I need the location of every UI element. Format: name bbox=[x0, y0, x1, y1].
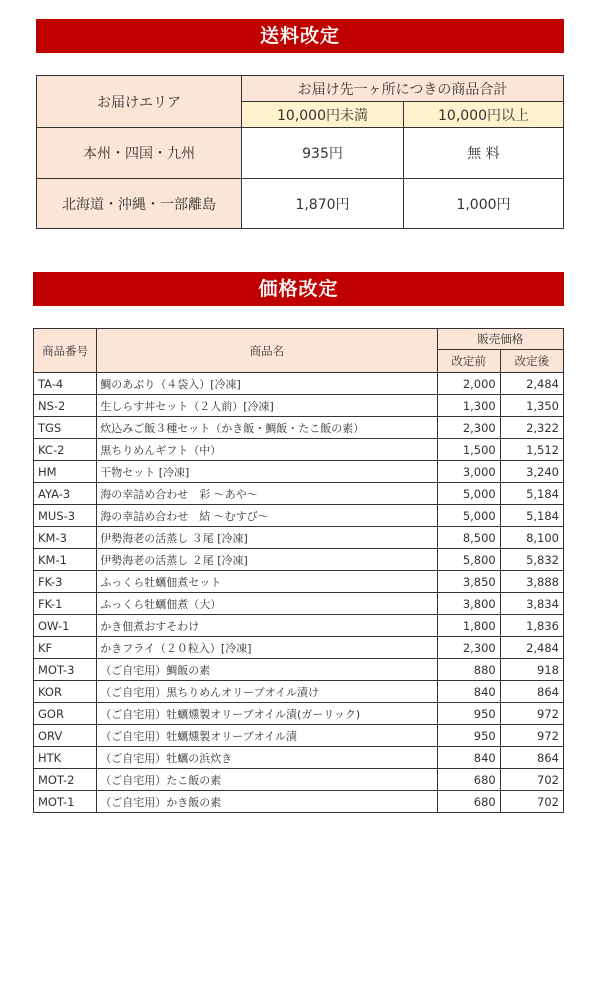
price-banner: 価格改定 bbox=[33, 272, 564, 306]
product-code-cell: KM-3 bbox=[34, 527, 97, 549]
product-name-cell: 干物セット [冷凍] bbox=[97, 461, 437, 483]
price-after-cell: 864 bbox=[500, 681, 563, 703]
fee-over-cell: 1,000円 bbox=[404, 179, 564, 229]
product-code-cell: FK-1 bbox=[34, 593, 97, 615]
product-code-cell: AYA-3 bbox=[34, 483, 97, 505]
product-code-cell: HM bbox=[34, 461, 97, 483]
area-cell: 北海道・沖縄・一部離島 bbox=[37, 179, 242, 229]
price-before-cell: 1,800 bbox=[437, 615, 500, 637]
price-before-cell: 950 bbox=[437, 703, 500, 725]
product-name-cell: （ご自宅用）黒ちりめんオリーブオイル漬け bbox=[97, 681, 437, 703]
product-name-cell: ふっくら牡蠣佃煮（大） bbox=[97, 593, 437, 615]
product-name-cell: かき佃煮おすそわけ bbox=[97, 615, 437, 637]
price-after-cell: 702 bbox=[500, 791, 563, 813]
price-table bbox=[33, 328, 564, 813]
price-after-cell: 972 bbox=[500, 725, 563, 747]
product-name-cell: 伊勢海老の活蒸し ２尾 [冷凍] bbox=[97, 549, 437, 571]
table-row bbox=[34, 637, 564, 659]
product-name-cell: （ご自宅用）たこ飯の素 bbox=[97, 769, 437, 791]
under-10000-header: 10,000円未満 bbox=[242, 102, 404, 128]
product-name-cell: （ご自宅用）牡蠣の浜炊き bbox=[97, 747, 437, 769]
product-code-cell: TA-4 bbox=[34, 373, 97, 395]
price-before-cell: 950 bbox=[437, 725, 500, 747]
price-after-cell: 972 bbox=[500, 703, 563, 725]
product-code-cell: FK-3 bbox=[34, 571, 97, 593]
product-name-cell: 生しらす丼セット（２人前）[冷凍] bbox=[97, 395, 437, 417]
product-name-cell: 黒ちりめんギフト（中） bbox=[97, 439, 437, 461]
product-name-cell: （ご自宅用）鯛飯の素 bbox=[97, 659, 437, 681]
before-header: 改定前 bbox=[437, 350, 500, 373]
price-after-cell: 864 bbox=[500, 747, 563, 769]
product-name-cell: （ご自宅用）かき飯の素 bbox=[97, 791, 437, 813]
price-after-cell: 5,832 bbox=[500, 549, 563, 571]
product-code-cell: GOR bbox=[34, 703, 97, 725]
price-before-cell: 840 bbox=[437, 681, 500, 703]
product-name-cell: かきフライ（２０粒入）[冷凍] bbox=[97, 637, 437, 659]
price-after-cell: 702 bbox=[500, 769, 563, 791]
shipping-table bbox=[36, 75, 564, 229]
price-after-cell: 5,184 bbox=[500, 505, 563, 527]
price-before-cell: 680 bbox=[437, 769, 500, 791]
price-before-cell: 840 bbox=[437, 747, 500, 769]
table-row bbox=[34, 747, 564, 769]
price-before-cell: 680 bbox=[437, 791, 500, 813]
table-row bbox=[34, 483, 564, 505]
area-cell: 本州・四国・九州 bbox=[37, 128, 242, 179]
product-code-cell: MOT-2 bbox=[34, 769, 97, 791]
table-row bbox=[34, 681, 564, 703]
price-after-cell: 8,100 bbox=[500, 527, 563, 549]
price-after-cell: 1,512 bbox=[500, 439, 563, 461]
table-row bbox=[34, 461, 564, 483]
product-code-cell: MOT-1 bbox=[34, 791, 97, 813]
price-after-cell: 3,834 bbox=[500, 593, 563, 615]
table-row bbox=[34, 769, 564, 791]
price-after-cell: 5,184 bbox=[500, 483, 563, 505]
price-after-cell: 3,240 bbox=[500, 461, 563, 483]
price-before-cell: 5,000 bbox=[437, 483, 500, 505]
name-header: 商品名 bbox=[97, 329, 437, 373]
over-10000-header: 10,000円以上 bbox=[404, 102, 564, 128]
group-header: お届け先一ヶ所につきの商品合計 bbox=[242, 76, 564, 102]
price-before-cell: 3,000 bbox=[437, 461, 500, 483]
price-before-cell: 2,300 bbox=[437, 637, 500, 659]
table-row bbox=[34, 505, 564, 527]
price-after-cell: 2,484 bbox=[500, 373, 563, 395]
table-row bbox=[34, 395, 564, 417]
price-before-cell: 2,300 bbox=[437, 417, 500, 439]
price-table-body bbox=[34, 373, 564, 813]
price-after-cell: 2,484 bbox=[500, 637, 563, 659]
price-after-cell: 3,888 bbox=[500, 571, 563, 593]
code-header: 商品番号 bbox=[34, 329, 97, 373]
product-name-cell: （ご自宅用）牡蠣燻製オリーブオイル漬 bbox=[97, 725, 437, 747]
product-code-cell: ORV bbox=[34, 725, 97, 747]
price-after-cell: 2,322 bbox=[500, 417, 563, 439]
price-after-cell: 1,836 bbox=[500, 615, 563, 637]
product-name-cell: （ご自宅用）牡蠣燻製オリーブオイル漬(ガーリック) bbox=[97, 703, 437, 725]
product-name-cell: 炊込みご飯３種セット（かき飯・鯛飯・たこ飯の素） bbox=[97, 417, 437, 439]
fee-under-cell: 1,870円 bbox=[242, 179, 404, 229]
shipping-banner: 送料改定 bbox=[36, 19, 564, 53]
table-row bbox=[34, 439, 564, 461]
price-before-cell: 8,500 bbox=[437, 527, 500, 549]
product-name-cell: ふっくら牡蠣佃煮セット bbox=[97, 571, 437, 593]
product-name-cell: 海の幸詰め合わせ 結 ～むすび～ bbox=[97, 505, 437, 527]
table-row bbox=[34, 659, 564, 681]
product-code-cell: KC-2 bbox=[34, 439, 97, 461]
product-name-cell: 海の幸詰め合わせ 彩 ～あや～ bbox=[97, 483, 437, 505]
product-code-cell: HTK bbox=[34, 747, 97, 769]
fee-over-cell: 無 料 bbox=[404, 128, 564, 179]
price-after-cell: 918 bbox=[500, 659, 563, 681]
price-before-cell: 5,800 bbox=[437, 549, 500, 571]
product-code-cell: KF bbox=[34, 637, 97, 659]
product-code-cell: MUS-3 bbox=[34, 505, 97, 527]
after-header: 改定後 bbox=[500, 350, 563, 373]
table-row bbox=[34, 417, 564, 439]
table-row bbox=[34, 373, 564, 395]
price-before-cell: 1,300 bbox=[437, 395, 500, 417]
fee-under-cell: 935円 bbox=[242, 128, 404, 179]
table-row bbox=[34, 593, 564, 615]
price-before-cell: 3,850 bbox=[437, 571, 500, 593]
price-before-cell: 1,500 bbox=[437, 439, 500, 461]
table-row bbox=[34, 725, 564, 747]
price-before-cell: 2,000 bbox=[437, 373, 500, 395]
product-code-cell: TGS bbox=[34, 417, 97, 439]
table-row bbox=[34, 571, 564, 593]
table-row bbox=[34, 527, 564, 549]
area-header: お届けエリア bbox=[37, 76, 242, 128]
price-after-cell: 1,350 bbox=[500, 395, 563, 417]
product-code-cell: MOT-3 bbox=[34, 659, 97, 681]
table-row bbox=[34, 615, 564, 637]
product-name-cell: 鯛のあぶり（４袋入）[冷凍] bbox=[97, 373, 437, 395]
price-before-cell: 5,000 bbox=[437, 505, 500, 527]
table-row bbox=[34, 549, 564, 571]
price-before-cell: 3,800 bbox=[437, 593, 500, 615]
product-code-cell: NS-2 bbox=[34, 395, 97, 417]
table-row bbox=[34, 791, 564, 813]
price-before-cell: 880 bbox=[437, 659, 500, 681]
product-code-cell: KM-1 bbox=[34, 549, 97, 571]
table-row bbox=[34, 703, 564, 725]
price-header: 販売価格 bbox=[437, 329, 563, 350]
product-code-cell: OW-1 bbox=[34, 615, 97, 637]
product-name-cell: 伊勢海老の活蒸し ３尾 [冷凍] bbox=[97, 527, 437, 549]
product-code-cell: KOR bbox=[34, 681, 97, 703]
